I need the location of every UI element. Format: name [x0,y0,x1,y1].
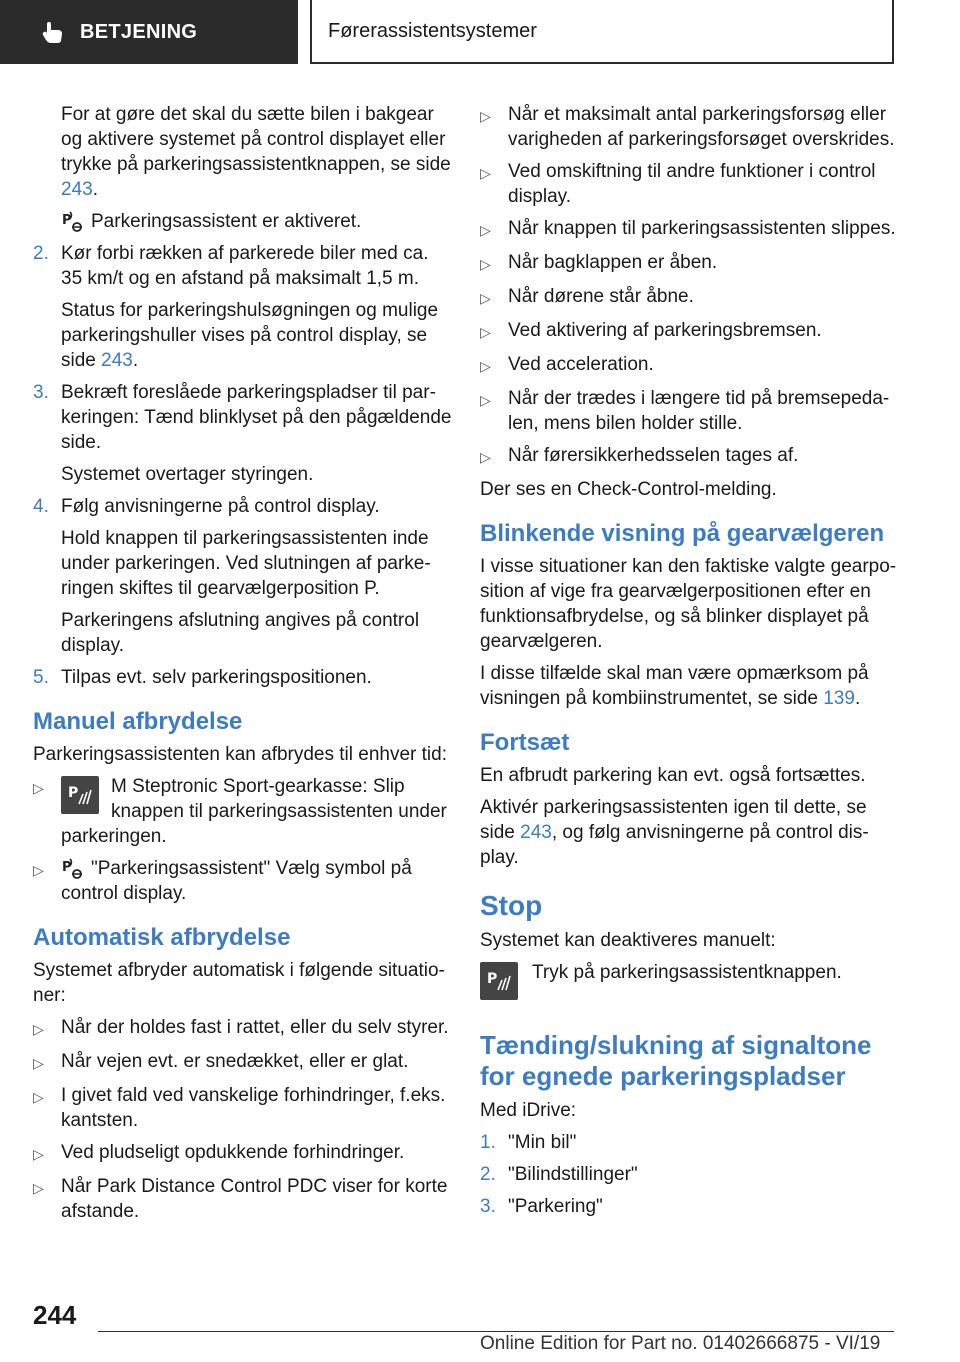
signal-step: 3. "Parkering" [480,1196,603,1217]
list-item: ▷ Når dørene står åbne. [480,284,900,311]
right-column [480,102,900,1226]
step-5: 5. Tilpas evt. selv parkeringspositionen. [33,667,372,688]
bullet-triangle-icon: ▷ [480,108,491,124]
check-control-note: Der ses en Check-Control-melding. [480,479,777,500]
parking-button-icon [61,776,99,814]
list-item: ▷ Når bagklappen er åben. [480,250,900,277]
page-link[interactable]: 139 [823,688,855,709]
bullet-triangle-icon: ▷ [480,290,491,306]
signal-step: 1. "Min bil" [480,1132,577,1153]
page-header [0,0,960,66]
list-item: ▷ Når der trædes i længere tid på bremsepedalen, mens bilen holder stille. [480,388,890,434]
bullet-triangle-icon: ▷ [480,449,491,465]
bullet-triangle-icon: ▷ [480,222,491,238]
list-item: ▷ Ved acceleration. [480,352,900,379]
intro-paragraph: For at gøre det skal du sætte bilen i bakgear og aktivere systemet på control displayet eller trykke på parkeringsassistentknappen, se side 243. [61,104,451,200]
heading-manual: Manuel afbrydelse [33,708,243,735]
bullet-triangle-icon: ▷ [33,1055,44,1071]
list-item: ▷ P "Parkeringsassistent" Vælg symbol på control display. [33,858,412,904]
svg-text:P: P [487,971,498,987]
list-item: ▷ I givet fald ved vanskelige forhindringer, f.eks. kantsten. [33,1085,446,1131]
manual-intro: Parkeringsassistenten kan afbrydes til enhver tid: [33,744,447,765]
list-item: ▷ Ved pludseligt opdukkende forhindringer. [33,1140,453,1167]
list-item: ▷ Når der holdes fast i rattet, eller du selv styrer. [33,1015,453,1042]
bullet-triangle-icon: ▷ [33,1146,44,1162]
svg-text:P: P [62,212,72,228]
bullet-triangle-icon: ▷ [33,862,44,878]
step-4-detail-2: Parkeringens afslutning angives på control display. [61,610,420,656]
page-link[interactable]: 243 [520,822,552,843]
page-link[interactable]: 243 [101,350,133,371]
step-3-detail: Systemet overtager styringen. [61,464,314,485]
list-item: ▷ Når førersikkerhedsselen tages af. [480,443,900,470]
bullet-triangle-icon: ▷ [33,780,44,796]
bullet-triangle-icon: ▷ [480,324,491,340]
list-item: ▷ Når et maksimalt antal parkeringsforsøg eller varigheden af parkeringsforsøget overskrides. [480,104,895,150]
heading-signal: Tænding/slukning af signaltone for egnede parkeringspladser [480,1030,872,1091]
footer-divider [98,1331,894,1332]
step-2-detail: Status for parkeringshulsøgningen og mulige parkeringshuller vises på control display, se side 243. [61,300,439,371]
bullet-triangle-icon: ▷ [480,165,491,181]
list-item: ▷ Når vejen evt. er snedækket, eller er glat. [33,1049,453,1076]
parking-button-icon [480,962,518,1000]
step-4: 4. Følg anvisningerne på control display. [33,496,380,517]
step-3: 3. Bekræft foreslåede parkeringspladser til parkeringen: Tænd blinklyset på den pågældende side. [33,382,452,453]
bullet-triangle-icon: ▷ [33,1021,44,1037]
stop-paragraph: Systemet kan deaktiveres manuelt: [480,930,776,951]
heading-stop: Stop [480,890,543,921]
list-item: ▷ Ved omskiftning til andre funktioner i control display. [480,161,876,207]
heading-auto: Automatisk afbrydelse [33,924,291,951]
step-2: 2. Kør forbi rækken af parkerede biler med ca. 35 km/t og en afstand på maksimalt 1,5 m. [33,243,429,289]
parking-assist-icon [61,858,85,880]
bullet-triangle-icon: ▷ [33,1089,44,1105]
left-column [33,102,453,1231]
bullet-triangle-icon: ▷ [33,1180,44,1196]
section-tab [0,0,298,64]
heading-continue: Fortsæt [480,729,570,756]
list-item: ▷ Når Park Distance Control PDC viser for korte afstande. [33,1176,448,1222]
list-item: ▷ Ved aktivering af parkeringsbremsen. [480,318,900,345]
page-number: 244 [33,1300,77,1330]
heading-blink: Blinkende visning på gearvælgeren [480,520,885,547]
svg-text:P: P [62,859,72,875]
section-title: BETJENING [80,20,198,43]
chapter-title: Førerassistentsystemer [310,0,894,64]
step-4-detail-1: Hold knappen til parkeringsassistenten inde under parkeringen. Ved slutningen af parkeringen skiftes til gearvælgerposition P. [61,528,431,599]
hand-icon [40,19,66,45]
edition-note: Online Edition for Part no. 01402666875 - VI/19 [480,1333,881,1354]
page-link[interactable]: 243 [61,179,93,200]
bullet-triangle-icon: ▷ [480,358,491,374]
blink-paragraph-2: I disse tilfælde skal man være opmærksom på visningen på kombiinstrumentet, se side 139. [480,663,869,709]
list-item: ▷ P M Steptronic Sport-gearkasse: Slip knappen til parkeringsassistenten under parkeringen. [33,776,447,847]
stop-instruction: P Tryk på parkeringsassistentknappen. [480,960,900,985]
blink-paragraph-1: I visse situationer kan den faktiske valgte gearposition af vige fra gearvælgerpositionen efter en funktionsafbrydelse, og så blinker displayet på gearvælgeren. [480,556,897,652]
svg-text:P: P [68,785,79,801]
signal-intro: Med iDrive: [480,1100,577,1121]
continue-paragraph-2: Aktivér parkeringsassistenten igen til dette, se side 243, og følg anvisningerne på control display. [480,797,869,868]
signal-step: 2. "Bilindstillinger" [480,1164,638,1185]
activated-note: P Parkeringsassistent er aktiveret. [62,211,362,232]
auto-intro: Systemet afbryder automatisk i følgende situationer: [33,960,445,1006]
parking-assist-icon [61,211,85,233]
list-item: ▷ Når knappen til parkeringsassistenten slippes. [480,216,900,243]
continue-paragraph-1: En afbrudt parkering kan evt. også fortsættes. [480,765,866,786]
bullet-triangle-icon: ▷ [480,256,491,272]
bullet-triangle-icon: ▷ [480,392,491,408]
